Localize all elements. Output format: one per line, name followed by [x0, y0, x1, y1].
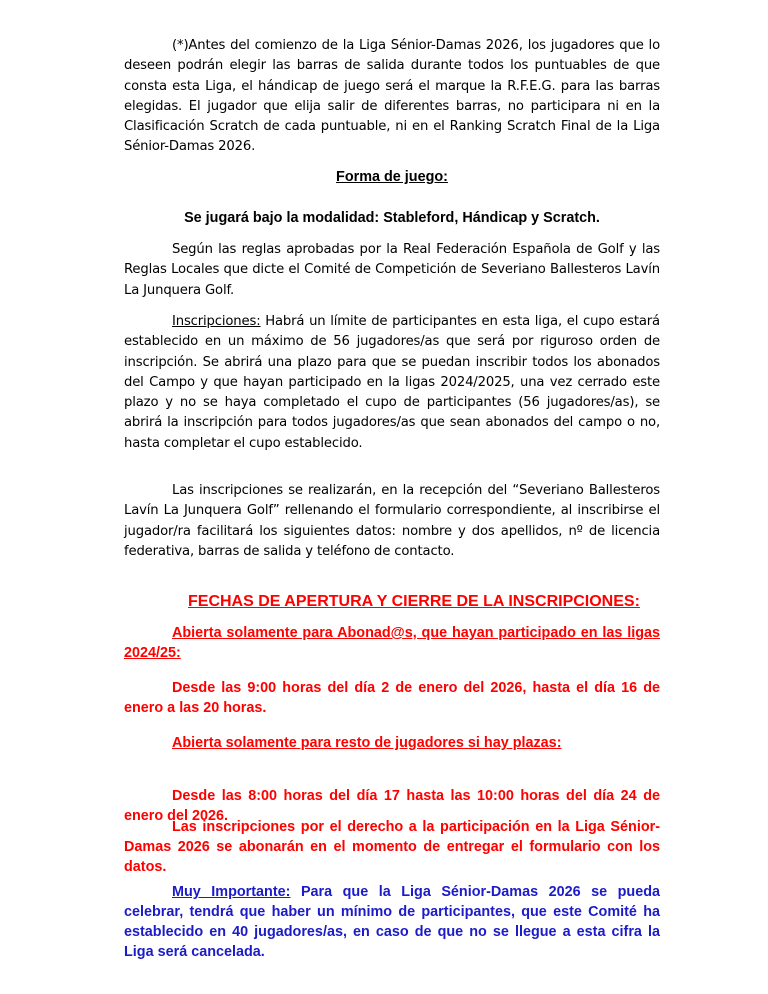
importante-text: Para que la Liga Sénior-Damas 2026 se pueda celebrar, tendrá que haber un mínimo de participantes, que este Comité ha establecido en 40 jugadores/as, en caso de que no se llegue a esta cifra la Liga será cancelada. [124, 884, 660, 960]
importante-paragraph [124, 882, 660, 962]
pago-paragraph: Las inscripciones por el derecho a la participación en la Liga Sénior-Damas 2026 se abonarán en el momento de entregar el formulario con los datos. [124, 819, 660, 875]
intro-paragraph: (*)Antes del comienzo de la Liga Sénior-Damas 2026, los jugadores que lo deseen podrán elegir las barras de salida durante todos los puntuables de que consta esta Liga, el hándicap de juego será el marque la R.F.E.G. para las barras elegidas. El jugador que elija salir de diferentes barras, no participara ni en la Clasificación Scratch de cada puntuable, ni en el Ranking Scratch Final de la Liga Sénior-Damas 2026. [124, 38, 660, 155]
inscripciones-text: Habrá un límite de participantes en esta liga, el cupo estará establecido en un máximo de 56 jugadores/as que será por riguroso orden de inscripción. Se abrirá una plazo para que se puedan inscribir todos los abonados del Campo y que hayan participado en la ligas 2024/2025, una vez cerrado este plazo y no se haya completado el cupo de participantes (56 jugadores/as), se abrirá la inscripción para todos jugadores/as que sean abonados del campo o no, hasta completar el cupo establecido. [124, 314, 660, 451]
forma-heading: Forma de juego: [336, 169, 448, 185]
resto-title: Abierta solamente para resto de jugadores si hay plazas: [172, 735, 562, 751]
abonados-dates: Desde las 9:00 horas del día 2 de enero del 2026, hasta el día 16 de enero a las 20 horas. [124, 680, 660, 716]
abonados-title: Abierta solamente para Abonad@s, que hayan participado en las ligas 2024/25: [124, 625, 660, 661]
inscripciones-label: Inscripciones: [172, 314, 261, 329]
lugar-paragraph: Las inscripciones se realizarán, en la recepción del “Severiano Ballesteros Lavín La Junquera Golf” rellenando el formulario correspondiente, al inscribirse el jugador/ra facilitará los siguientes datos: nombre y dos apellidos, nº de licencia federativa, barras de salida y teléfono de contacto. [124, 483, 660, 559]
reglas-paragraph: Según las reglas aprobadas por la Real Federación Española de Golf y las Reglas Locales que dicte el Comité de Competición de Severiano Ballesteros Lavín La Junquera Golf. [124, 242, 660, 298]
resto-dates: Desde las 8:00 horas del día 17 hasta las 10:00 horas del día 24 de enero del 2026. [124, 788, 660, 824]
inscripciones-paragraph [124, 312, 660, 454]
importante-label: Muy Importante: [172, 884, 291, 900]
modalidad-line: Se jugará bajo la modalidad: Stableford, Hándicap y Scratch. [184, 210, 600, 226]
fechas-heading: FECHAS DE APERTURA Y CIERRE DE LA INSCRIPCIONES: [188, 593, 640, 610]
